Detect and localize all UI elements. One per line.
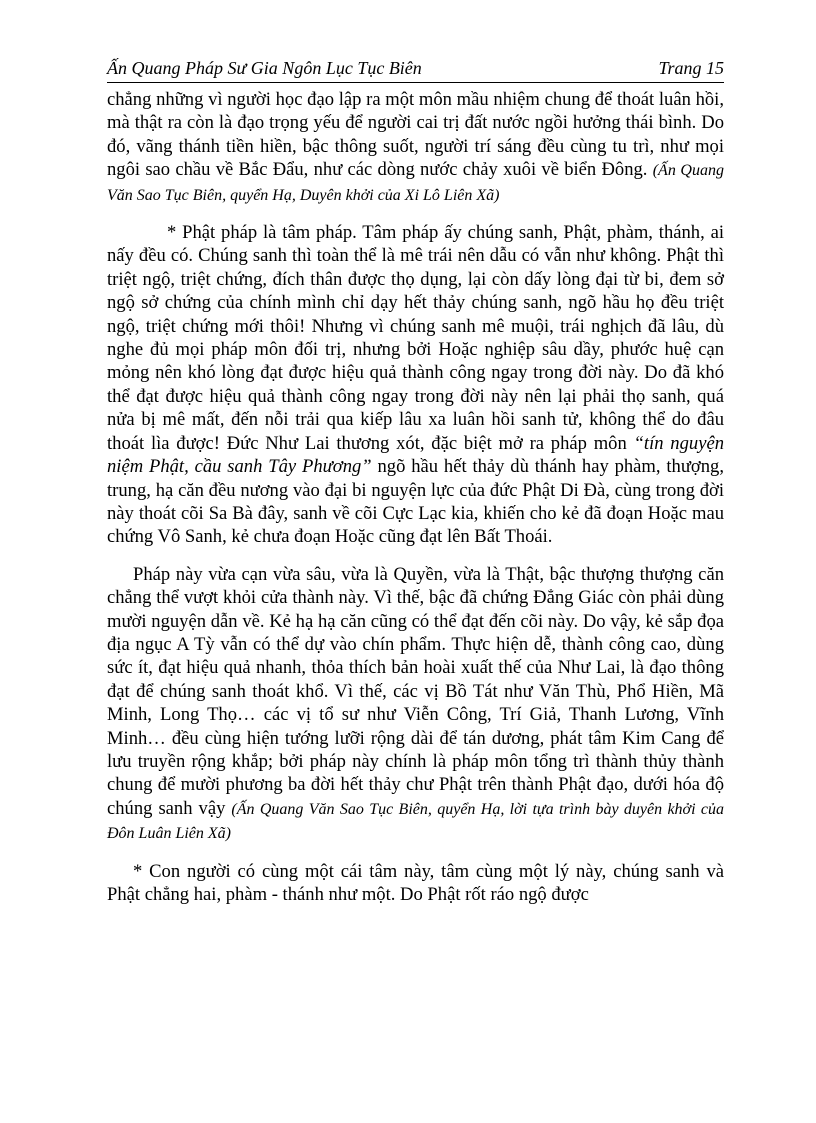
paragraph-3-text: Pháp này vừa cạn vừa sâu, vừa là Quyền, vừa là Thật, bậc thượng thượng căn chẳng thể vượt khỏi cửa thành này. Vì thế, bậc đã chứng Đẳng Giác còn phải dùng mười nguyện dẫn về. Kẻ hạ hạ căn cũng có thể đạt đến cõi này. Do vậy, kẻ sắp đọa địa ngục A Tỳ vẫn có thể dự vào chín phẩm. Thực hiện dễ, thành công cao, dùng sức ít, đạt hiệu quả nhanh, thỏa thích bản hoài xuất thế của Như Lai, là đạo thông đạt để chúng sanh thoát khổ. Vì thế, các vị Bồ Tát như Văn Thù, Phổ Hiền, Mã Minh, Long Thọ… các vị tổ sư như Viễn Công, Trí Giả, Thanh Lương, Vĩnh Minh… đều cùng hiện tướng lưỡi rộng dài để tán dương, phát tâm Kim Cang để lưu truyền rộng khắp; bởi pháp này chính là pháp môn tổng trì thành thủy thành chung để mười phương ba đời hết thảy chư Phật trên thành Phật đạo, dưới hóa độ chúng sanh vậy — [107, 563, 724, 819]
header-divider — [107, 82, 724, 83]
paragraph-1-text: chẳng những vì người học đạo lập ra một môn mầu nhiệm chung để thoát luân hồi, mà thật ra còn là đạo trọng yếu để người cai trị đất nước ngồi hưởng thái bình. Do đó, vãng thánh tiền hiền, bậc thông suốt, người trí sáng đều cùng tu trì, như mọi ngôi sao chầu về Bắc Đẩu, như các dòng nước chảy xuôi về biển Đông. — [107, 89, 724, 181]
paragraph-3-citation: (Ấn Quang Văn Sao Tục Biên, quyển Hạ, lời tựa trình bày duyên khởi của Đôn Luân Liên Xã) — [107, 800, 724, 843]
paragraph-1-citation: (Ấn Quang Văn Sao Tục Biên, quyển Hạ, Duyên khởi của Xi Lô Liên Xã) — [107, 162, 724, 204]
paragraph-3 — [107, 563, 724, 846]
paragraph-4 — [107, 860, 724, 907]
paragraph-4-text: * Con người có cùng một cái tâm này, tâm cùng một lý này, chúng sanh và Phật chẳng hai, phàm - thánh như một. Do Phật rốt ráo ngộ được — [107, 860, 724, 905]
paragraph-2-italic-phrase: “tín nguyện niệm Phật, cầu sanh Tây Phương” — [107, 432, 724, 478]
page-header — [107, 56, 724, 84]
paragraph-1 — [107, 88, 724, 207]
body-text — [107, 88, 724, 906]
page-number: Trang 15 — [658, 58, 724, 78]
paragraph-2-text-before: * Phật pháp là tâm pháp. Tâm pháp ấy chúng sanh, Phật, phàm, thánh, ai nấy đều có. Chúng sanh thì toàn thể là mê trái nên dẫu có vẫn như không. Phật thì triệt ngộ, triệt chứng, đích thân được thọ dụng, lại còn dấy lòng đại từ bi, đem sở ngộ sở chứng của chính mình chỉ dạy hết thảy chúng sanh, ngõ hầu họ đều triệt ngộ, triệt chứng mới thôi! Nhưng vì chúng sanh mê muội, trái nghịch đã lâu, dù nghe đủ mọi pháp môn đối trị, nhưng bởi Hoặc nghiệp sâu dầy, phước huệ cạn mỏng nên khó lòng đạt được hiệu quả thành công ngay trong đời này. Do đã khó thể đạt được hiệu quả thành công ngay trong đời này nên lại phải thọ sanh, quá nửa bị mê mất, đến nỗi trải qua kiếp lâu xa luân hồi sanh tử, không thể do đâu thoát lìa được! Đức Như Lai thương xót, đặc biệt mở ra pháp môn — [107, 222, 724, 454]
paragraph-2-text-after: ngõ hầu hết thảy dù thánh hay phàm, thượng, trung, hạ căn đều nương vào đại bi nguyện lực của đức Phật Di Đà, cùng trong đời này thoát cõi Sa Bà đây, sanh về cõi Cực Lạc kia, khiến cho kẻ đã đoạn Hoặc mau chứng Vô Sanh, kẻ chưa đoạn Hoặc cũng đạt lên Bất Thoái. — [107, 456, 724, 548]
book-title: Ấn Quang Pháp Sư Gia Ngôn Lục Tục Biên — [107, 58, 422, 78]
paragraph-2 — [107, 221, 724, 549]
